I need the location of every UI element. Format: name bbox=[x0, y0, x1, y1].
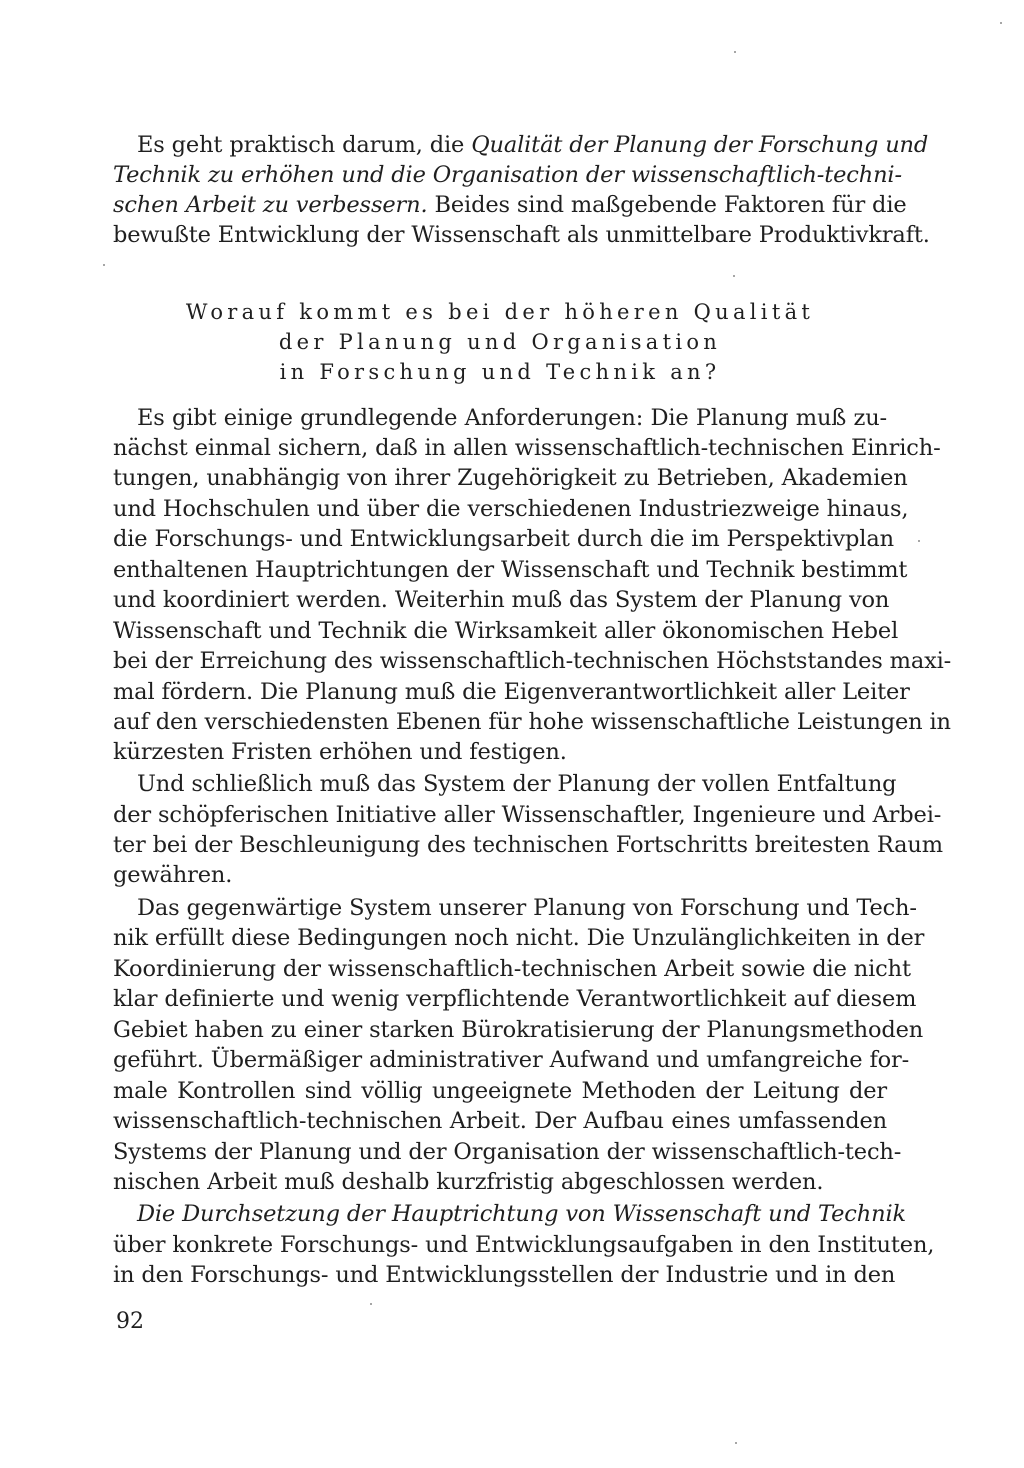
text-line bbox=[113, 737, 887, 767]
text-run: Das gegenwärtige System unserer Planung von Forschung und Tech- bbox=[137, 895, 917, 921]
text-line bbox=[113, 616, 899, 646]
text-line bbox=[113, 646, 952, 676]
text-line bbox=[113, 494, 909, 524]
text-run: der schöpferischen Initiative aller Wissenschaftler, Ingenieure und Arbei- bbox=[113, 802, 942, 828]
text-run: tungen, unabhängig von ihrer Zugehörigkeit zu Betrieben, Akademien bbox=[113, 465, 908, 491]
text-line bbox=[113, 160, 902, 190]
text-line bbox=[113, 984, 917, 1014]
scan-speck bbox=[734, 51, 736, 53]
text-line bbox=[137, 403, 887, 433]
emphasis-text: Qualität der Planung der Forschung und bbox=[471, 132, 929, 158]
text-run: ter bei der Beschleunigung des technischen Fortschritts breitesten Raum bbox=[113, 832, 943, 858]
text-line bbox=[113, 923, 925, 953]
text-line bbox=[113, 1076, 887, 1106]
text-line bbox=[113, 433, 941, 463]
heading-line-1: Worauf kommt es bei der höheren Qualität bbox=[185, 300, 815, 324]
text-line bbox=[137, 130, 929, 160]
text-line bbox=[113, 220, 930, 250]
page-number: 92 bbox=[116, 1309, 144, 1334]
scan-speck bbox=[733, 275, 735, 277]
text-run: auf den verschiedensten Ebenen für hohe wissenschaftliche Leistungen in bbox=[113, 709, 951, 735]
text-line bbox=[113, 860, 887, 890]
heading-line-2: der Planung und Organisation bbox=[278, 330, 722, 354]
text-run: mal fördern. Die Planung muß die Eigenverantwortlichkeit aller Leiter bbox=[113, 679, 910, 705]
text-run: und Hochschulen und über die verschiedenen Industriezweige hinaus, bbox=[113, 496, 909, 522]
text-line bbox=[137, 1199, 906, 1229]
text-run: Systems der Planung und der Organisation der wissenschaftlich-tech- bbox=[113, 1139, 902, 1165]
text-line bbox=[113, 707, 951, 737]
text-run: Beides sind maßgebende Faktoren für die bbox=[427, 192, 907, 218]
text-run: nächst einmal sichern, daß in allen wissenschaftlich-technischen Einrich- bbox=[113, 435, 941, 461]
text-run: nik erfüllt diese Bedingungen noch nicht. Die Unzulänglichkeiten in der bbox=[113, 925, 925, 951]
text-line bbox=[137, 893, 917, 923]
text-run: Und schließlich muß das System der Planung der vollen Entfaltung bbox=[137, 771, 897, 797]
text-line bbox=[113, 1015, 924, 1045]
scan-speck bbox=[735, 1442, 737, 1444]
text-line bbox=[113, 524, 894, 554]
text-run: Es geht praktisch darum, die bbox=[137, 132, 472, 158]
text-line bbox=[113, 1260, 896, 1290]
text-run: klar definierte und wenig verpflichtende Verantwortlichkeit auf diesem bbox=[113, 986, 917, 1012]
text-run: bei der Erreichung des wissenschaftlich-technischen Höchststandes maxi- bbox=[113, 648, 952, 674]
text-line bbox=[113, 1167, 887, 1197]
scan-speck bbox=[370, 1303, 372, 1305]
scan-speck bbox=[918, 540, 920, 542]
text-run: über konkrete Forschungs- und Entwicklungsaufgaben in den Instituten, bbox=[113, 1232, 935, 1258]
text-line bbox=[113, 954, 911, 984]
text-line bbox=[113, 830, 943, 860]
text-run: wissenschaftlich-technischen Arbeit. Der Aufbau eines umfassenden bbox=[113, 1108, 887, 1134]
text-line bbox=[113, 1045, 910, 1075]
emphasis-text: Die Durchsetzung der Hauptrichtung von Wissenschaft und Technik bbox=[137, 1201, 906, 1227]
text-run: die Forschungs- und Entwicklungsarbeit durch die im Perspektivplan bbox=[113, 526, 894, 552]
text-run: Wissenschaft und Technik die Wirksamkeit aller ökonomischen Hebel bbox=[113, 618, 899, 644]
text-line bbox=[113, 1230, 935, 1260]
text-run: nischen Arbeit muß deshalb kurzfristig abgeschlossen werden. bbox=[113, 1169, 824, 1195]
text-run: kürzesten Fristen erhöhen und festigen. bbox=[113, 739, 567, 765]
emphasis-text: Technik zu erhöhen und die Organisation der wissenschaftlich-techni- bbox=[113, 162, 902, 188]
text-run: geführt. Übermäßiger administrativer Aufwand und umfangreiche for- bbox=[113, 1047, 910, 1073]
text-line bbox=[113, 677, 910, 707]
text-run: gewähren. bbox=[113, 862, 233, 888]
heading-line-3: in Forschung und Technik an? bbox=[279, 360, 721, 384]
emphasis-text: schen Arbeit zu verbessern. bbox=[113, 192, 428, 218]
text-run: und koordiniert werden. Weiterhin muß das System der Planung von bbox=[113, 587, 890, 613]
text-run: bewußte Entwicklung der Wissenschaft als unmittelbare Produktivkraft. bbox=[113, 222, 930, 248]
text-line bbox=[113, 555, 908, 585]
text-run: Koordinierung der wissenschaftlich-technischen Arbeit sowie die nicht bbox=[113, 956, 911, 982]
text-line bbox=[113, 800, 942, 830]
text-line bbox=[137, 769, 897, 799]
scan-speck bbox=[1000, 22, 1002, 24]
text-line bbox=[113, 1137, 902, 1167]
scan-speck bbox=[103, 264, 105, 266]
text-run: enthaltenen Hauptrichtungen der Wissenschaft und Technik bestimmt bbox=[113, 557, 908, 583]
text-run: male Kontrollen sind völlig ungeeignete Methoden der Leitung der bbox=[113, 1078, 887, 1104]
text-line bbox=[113, 1106, 887, 1136]
text-run: Es gibt einige grundlegende Anforderungen: Die Planung muß zu- bbox=[137, 405, 887, 431]
text-run: Gebiet haben zu einer starken Bürokratisierung der Planungsmethoden bbox=[113, 1017, 924, 1043]
text-line bbox=[113, 585, 890, 615]
text-run: in den Forschungs- und Entwicklungsstellen der Industrie und in den bbox=[113, 1262, 896, 1288]
text-line bbox=[113, 190, 907, 220]
text-line bbox=[113, 463, 908, 493]
